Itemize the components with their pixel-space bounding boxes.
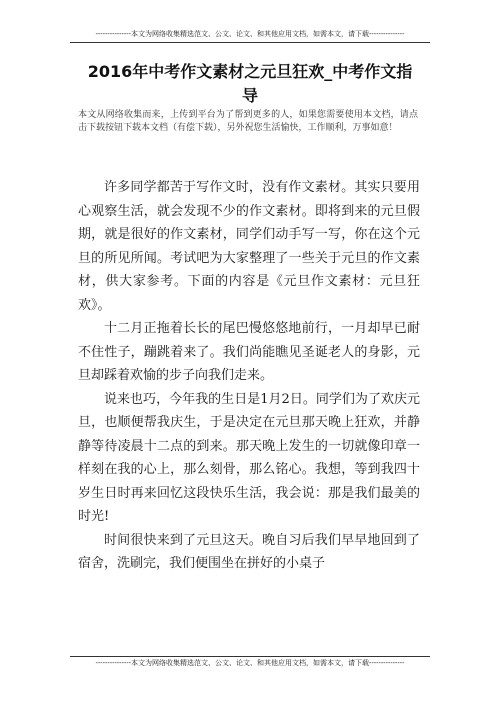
body-paragraph-4: 时间很快来到了元旦这天。晚自习后我们早早地回到了宿舍，洗刷完，我们便围坐在拼好的小桌子 <box>78 532 420 571</box>
document-title: 2016年中考作文素材之元旦狂欢_中考作文指导 <box>87 62 413 105</box>
body-paragraph-1: 许多同学都苦于写作文时，没有作文素材。其实只要用心观察生活，就会发现不少的作文素材。即将到来的元旦假期，就是很好的作文素材，同学们动手写一写，你在这个元旦的所见所闻。考试吧为大家整理了一些关于元旦的作文素材，供大家参考。下面的内容是《元旦作文素材：元旦狂欢》。 <box>78 180 420 313</box>
document-body <box>78 176 420 576</box>
header-divider <box>70 42 430 43</box>
body-paragraph-2: 十二月正拖着长长的尾巴慢悠悠地前行，一月却早已耐不住性子，蹦跳着来了。我们尚能瞧见圣诞老人的身影，元旦却踩着欢愉的步子向我们走来。 <box>78 321 420 383</box>
document-intro: 本文从网络收集而来，上传到平台为了帮到更多的人，如果您需要使用本文档，请点击下载按钮下载本文档（有偿下载），另外祝您生活愉快，工作顺利，万事如意！ <box>78 110 418 133</box>
footer-banner: ---------------本文为网络收集精选范文、公文、论文、和其他应用文档，如需本文，请下载--------------- <box>95 659 405 667</box>
header-banner: ---------------本文为网络收集精选范文、公文、论文、和其他应用文档，如需本文，请下载--------------- <box>95 30 405 38</box>
footer-divider <box>70 656 430 657</box>
body-paragraph-3: 说来也巧，今年我的生日是1月2日。同学们为了欢庆元旦，也顺便帮我庆生，于是决定在元旦那天晚上狂欢，并静静等待凌晨十二点的到来。那天晚上发生的一切就像印章一样刻在我的心上，那么刻骨，那么铭心。我想，等到我四十岁生日时再来回忆这段快乐生活，我会说：那是我们最美的时光! <box>78 391 420 524</box>
